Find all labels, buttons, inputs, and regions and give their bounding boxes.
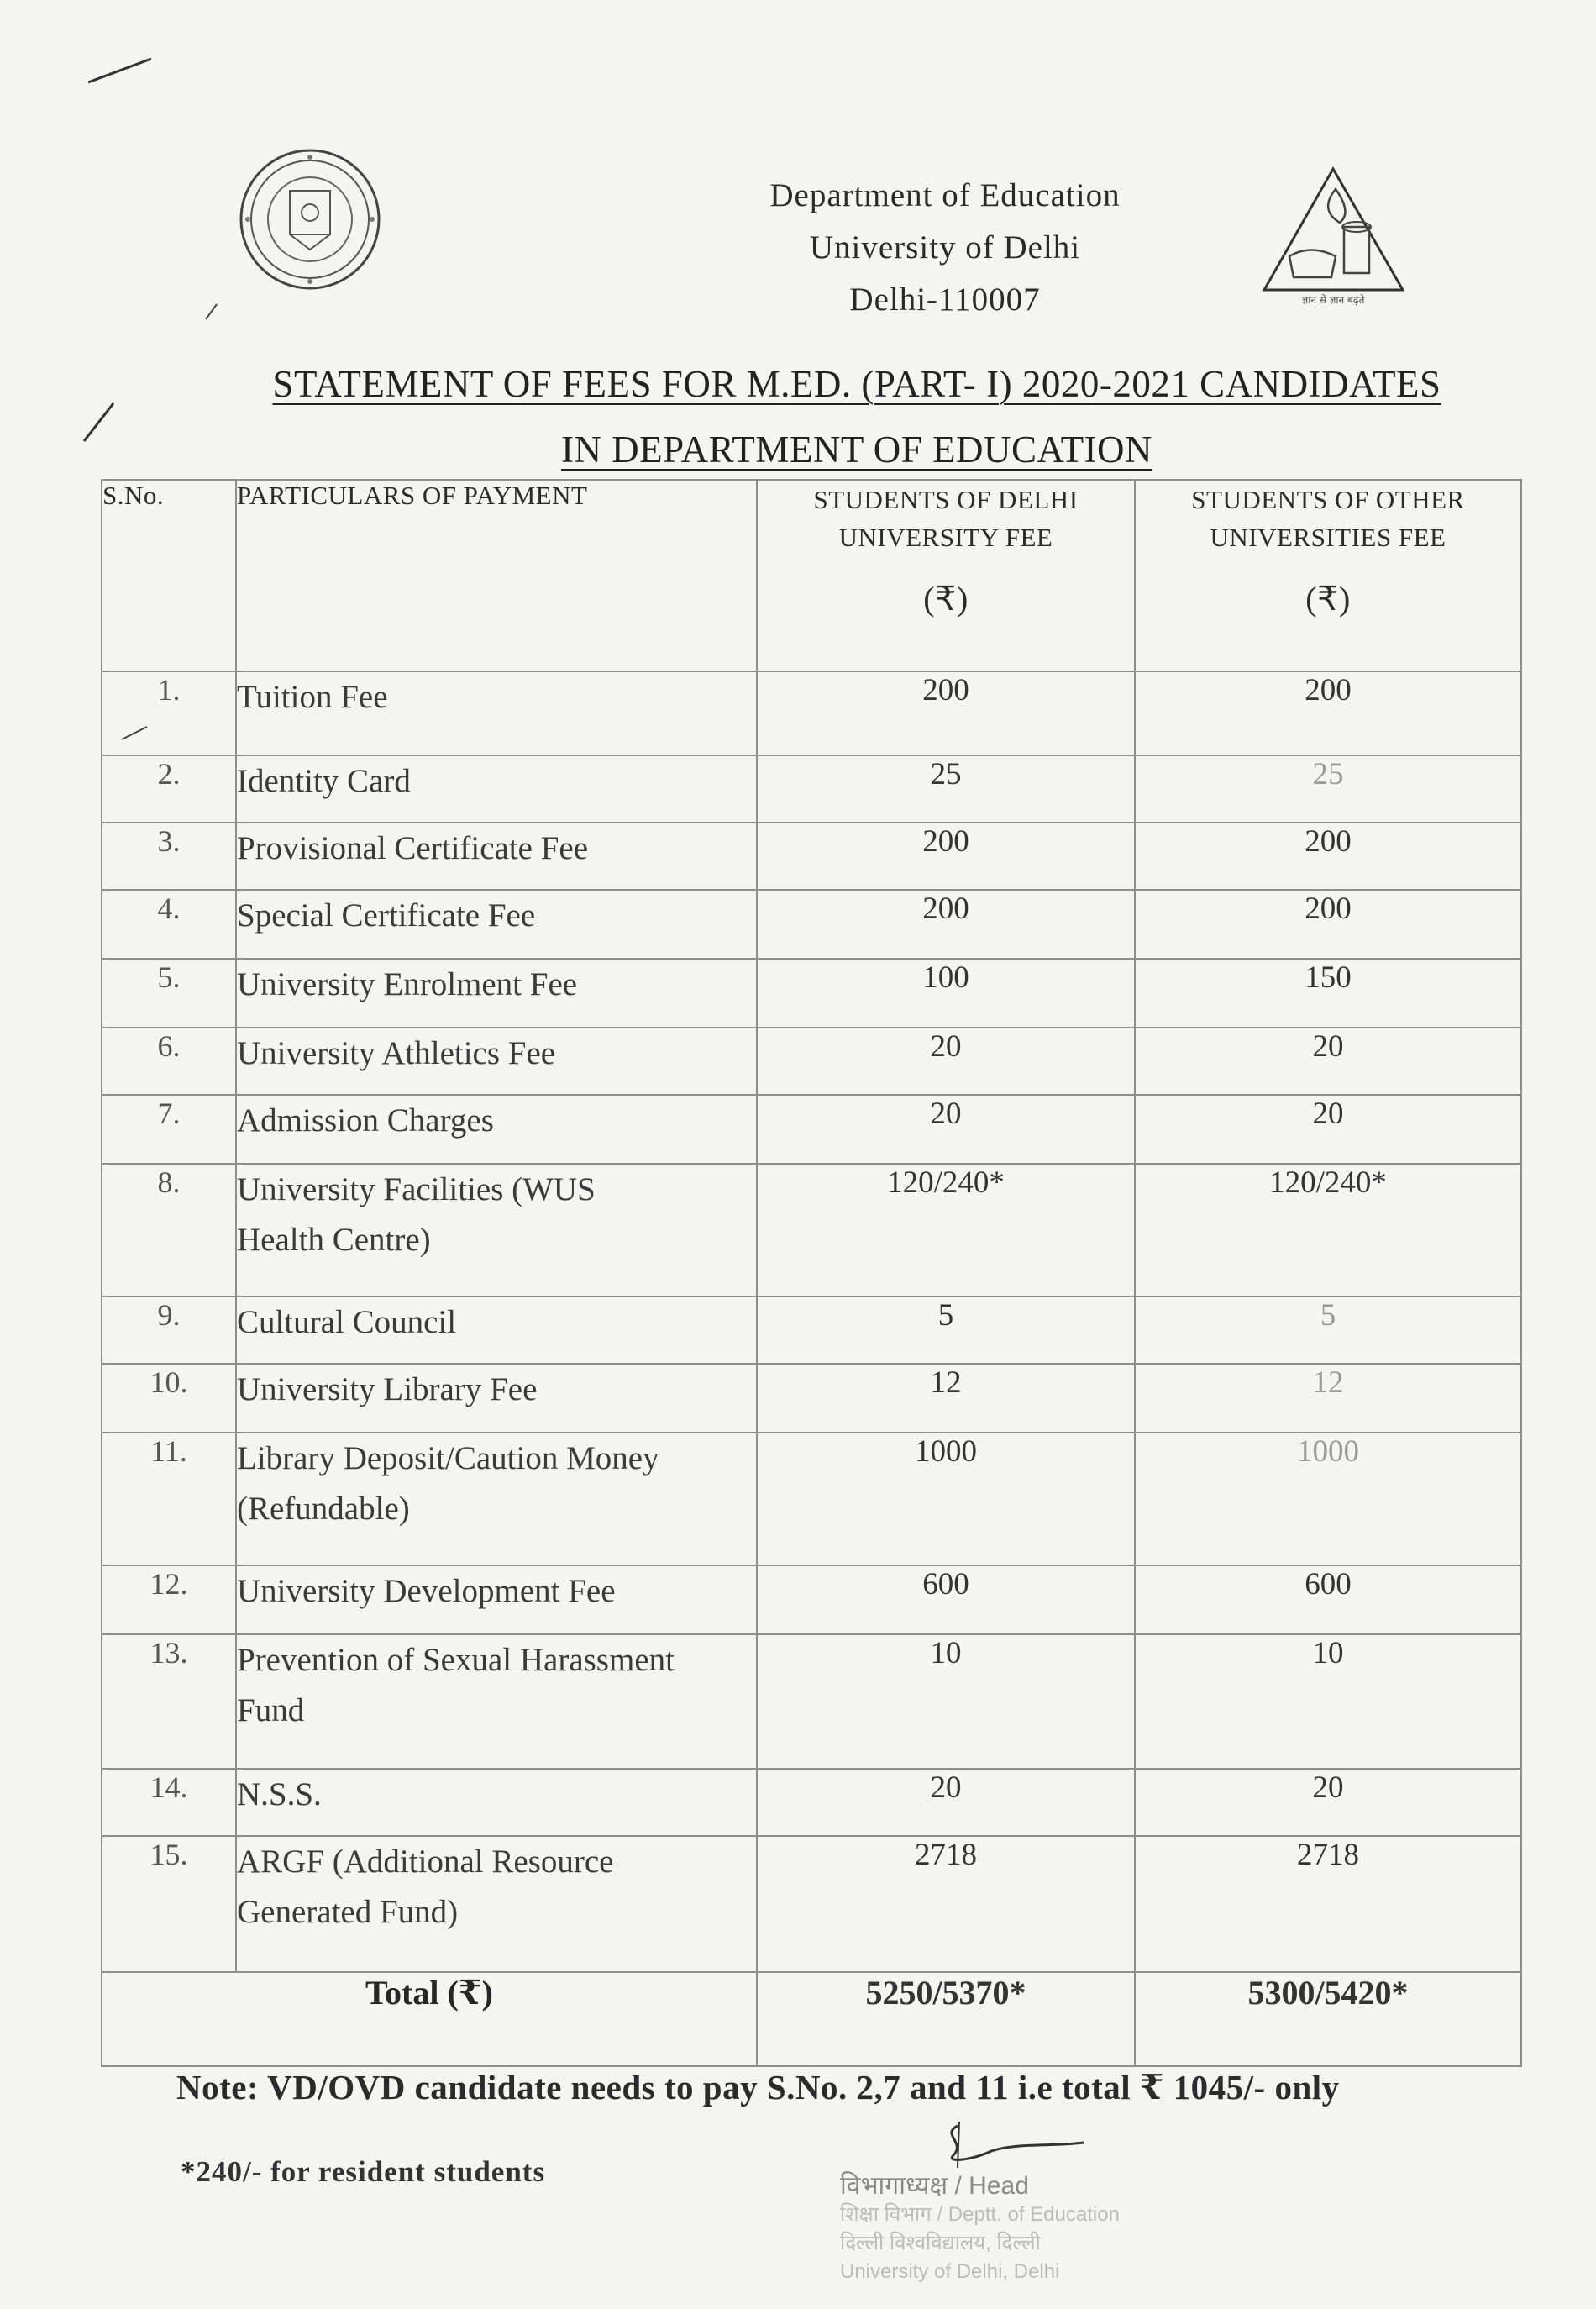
department-logo-icon [1260, 164, 1407, 307]
header-other-line-1: STUDENTS OF OTHER [1191, 485, 1465, 514]
row-other-fee: 150 [1135, 959, 1521, 1028]
row-sno: 11. [102, 1433, 236, 1565]
row-sno: 1. [102, 671, 236, 755]
logo-motto: ज्ञान से ज्ञान बढ़ते [1301, 294, 1365, 306]
row-particular-line-1: Cultural Council [237, 1304, 457, 1340]
row-sno: 8. [102, 1164, 236, 1297]
table-row [102, 959, 1521, 1028]
row-du-fee: 200 [757, 823, 1135, 890]
row-particular-line-2: (Refundable) [237, 1491, 410, 1527]
row-du-fee: 5 [757, 1297, 1135, 1364]
document-title [185, 351, 1529, 482]
row-particular [236, 1634, 757, 1769]
row-particular-line-1: Library Deposit/Caution Money [237, 1440, 659, 1476]
header-other-unit: (₹) [1305, 580, 1351, 618]
row-particular-line-2: Health Centre) [237, 1222, 431, 1258]
row-other-fee: 2718 [1135, 1836, 1521, 1972]
table-row [102, 1297, 1521, 1364]
university-seal-icon [238, 147, 382, 292]
row-sno: 7. [102, 1095, 236, 1164]
title-line-2: IN DEPARTMENT OF EDUCATION [560, 429, 1153, 471]
row-du-fee: 2718 [757, 1836, 1135, 1972]
row-particular-line-1: University Library Fee [237, 1371, 538, 1407]
stamp-line-1: शिक्षा विभाग / Deptt. of Education [840, 2203, 1120, 2226]
row-sno: 14. [102, 1769, 236, 1836]
title-line-1: STATEMENT OF FEES FOR M.ED. (PART- I) 2020-2021 CANDIDATES [272, 363, 1441, 405]
row-other-fee: 20 [1135, 1095, 1521, 1164]
head-stamp [840, 2172, 1226, 2286]
row-du-fee: 200 [757, 890, 1135, 959]
row-particular-line-1: University Enrolment Fee [237, 966, 578, 1002]
row-particular [236, 671, 757, 755]
row-du-fee: 20 [757, 1028, 1135, 1095]
row-particular [236, 1028, 757, 1095]
row-other-fee: 20 [1135, 1769, 1521, 1836]
row-du-fee: 10 [757, 1634, 1135, 1769]
row-particular [236, 755, 757, 823]
university-name: University of Delhi [809, 229, 1081, 266]
row-particular-line-1: Identity Card [237, 763, 411, 799]
row-sno: 3. [102, 823, 236, 890]
header-du-unit: (₹) [923, 580, 969, 618]
row-du-fee: 20 [757, 1095, 1135, 1164]
header-sno: S.No. [102, 480, 236, 671]
row-other-fee: 200 [1135, 823, 1521, 890]
row-particular [236, 1164, 757, 1297]
table-row [102, 823, 1521, 890]
row-other-fee: 200 [1135, 890, 1521, 959]
row-other-fee: 5 [1135, 1297, 1521, 1364]
row-particular-line-1: University Facilities (WUS [237, 1171, 596, 1207]
table-row [102, 1095, 1521, 1164]
department-name: Department of Education [769, 177, 1121, 213]
stamp-line-3: University of Delhi, Delhi [840, 2260, 1060, 2283]
row-particular-line-1: University Athletics Fee [237, 1035, 556, 1071]
stamp-line-2: दिल्ली विश्वविद्यालय, दिल्ली [840, 2232, 1041, 2254]
header-particulars: PARTICULARS OF PAYMENT [236, 480, 757, 671]
header-other-line-2: UNIVERSITIES FEE [1210, 523, 1446, 552]
row-other-fee: 600 [1135, 1565, 1521, 1634]
row-particular [236, 1769, 757, 1836]
header-du-line-2: UNIVERSITY FEE [838, 523, 1053, 552]
row-particular [236, 1364, 757, 1433]
table-row [102, 1164, 1521, 1297]
row-other-fee: 120/240* [1135, 1164, 1521, 1297]
row-other-fee: 12 [1135, 1364, 1521, 1433]
stamp-title: विभागाध्यक्ष / Head [840, 2172, 1029, 2200]
row-du-fee: 20 [757, 1769, 1135, 1836]
header-du-line-1: STUDENTS OF DELHI [813, 485, 1079, 514]
table-row [102, 1433, 1521, 1565]
header-other-fee [1135, 480, 1521, 671]
row-particular-line-1: Special Certificate Fee [237, 897, 536, 934]
table-row [102, 1634, 1521, 1769]
row-du-fee: 120/240* [757, 1164, 1135, 1297]
row-particular-line-1: Admission Charges [237, 1102, 494, 1139]
row-sno: 13. [102, 1634, 236, 1769]
row-sno: 4. [102, 890, 236, 959]
row-du-fee: 25 [757, 755, 1135, 823]
row-du-fee: 100 [757, 959, 1135, 1028]
row-particular-line-1: ARGF (Additional Resource [237, 1844, 614, 1880]
row-sno: 5. [102, 959, 236, 1028]
row-sno: 2. [102, 755, 236, 823]
row-particular-line-2: Generated Fund) [237, 1894, 459, 1930]
row-particular [236, 1836, 757, 1972]
row-particular-line-1: Tuition Fee [237, 679, 388, 715]
row-particular [236, 1297, 757, 1364]
department-header [504, 170, 1386, 326]
vd-ovd-note: Note: VD/OVD candidate needs to pay S.No. 2,7 and 11 i.e total ₹ 1045/- only [176, 2068, 1340, 2107]
row-du-fee: 12 [757, 1364, 1135, 1433]
header-du-fee [757, 480, 1135, 671]
row-particular [236, 1565, 757, 1634]
row-particular [236, 890, 757, 959]
row-particular-line-1: N.S.S. [237, 1776, 322, 1812]
university-address: Delhi-110007 [849, 281, 1041, 318]
resident-footnote: *240/- for resident students [181, 2155, 546, 2188]
total-other-fee: 5300/5420* [1135, 1972, 1521, 2066]
row-du-fee: 200 [757, 671, 1135, 755]
row-other-fee: 200 [1135, 671, 1521, 755]
row-particular-line-1: Prevention of Sexual Harassment [237, 1642, 675, 1678]
table-row [102, 890, 1521, 959]
table-header-row [102, 480, 1521, 671]
total-row [102, 1972, 1521, 2066]
row-particular-line-2: Fund [237, 1692, 305, 1728]
table-row [102, 671, 1521, 755]
signature-icon [907, 2117, 1109, 2176]
row-sno: 10. [102, 1364, 236, 1433]
row-particular [236, 823, 757, 890]
row-particular [236, 1433, 757, 1565]
table-row [102, 755, 1521, 823]
total-label: Total (₹) [102, 1972, 757, 2066]
row-sno: 12. [102, 1565, 236, 1634]
row-du-fee: 600 [757, 1565, 1135, 1634]
table-row [102, 1364, 1521, 1433]
row-sno: 15. [102, 1836, 236, 1972]
row-other-fee: 10 [1135, 1634, 1521, 1769]
table-row [102, 1565, 1521, 1634]
row-particular [236, 1095, 757, 1164]
row-sno: 6. [102, 1028, 236, 1095]
row-du-fee: 1000 [757, 1433, 1135, 1565]
row-sno: 9. [102, 1297, 236, 1364]
row-other-fee: 20 [1135, 1028, 1521, 1095]
table-row [102, 1028, 1521, 1095]
row-other-fee: 25 [1135, 755, 1521, 823]
row-other-fee: 1000 [1135, 1433, 1521, 1565]
table-row [102, 1836, 1521, 1972]
total-du-fee: 5250/5370* [757, 1972, 1135, 2066]
row-particular-line-1: Provisional Certificate Fee [237, 830, 589, 866]
row-particular-line-1: University Development Fee [237, 1573, 616, 1609]
fee-table [101, 479, 1522, 2067]
row-particular [236, 959, 757, 1028]
table-row [102, 1769, 1521, 1836]
